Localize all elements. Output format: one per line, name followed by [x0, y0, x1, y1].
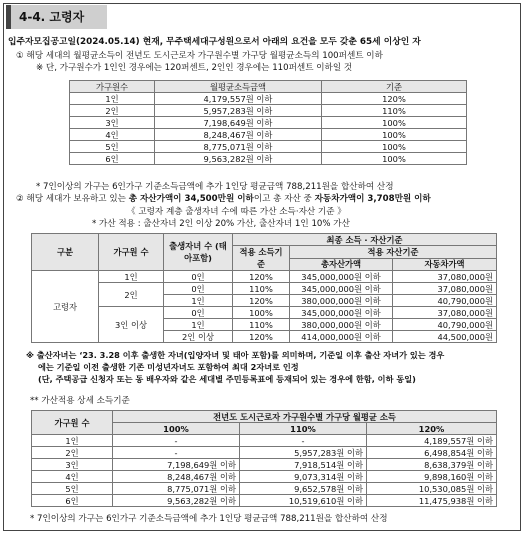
cell: 6,498,854원 이하 [367, 447, 497, 459]
cell: 40,790,000원 [393, 319, 497, 331]
cell: 11,475,938원 이하 [367, 495, 497, 507]
cell: 110% [233, 319, 290, 331]
income-table [69, 80, 467, 165]
table-row [32, 271, 497, 283]
table-row [32, 471, 497, 483]
cell: 100% [233, 307, 290, 319]
cell: 120% [233, 331, 290, 343]
req2-line1 [16, 194, 431, 205]
col-header-children: 출생자녀 수 (태아포함) [164, 234, 233, 271]
col-header-members: 가구원 수 [32, 411, 113, 435]
cell: 2인 이상 [164, 331, 233, 343]
asset-table [31, 233, 497, 343]
table-row [70, 93, 467, 105]
col-header-members: 가구원 수 [99, 234, 164, 271]
req1-note: * 7인이상의 가구는 6인가구 기준소득금액에 추가 1인당 평균금액 788,211원을 합산하여 산정 [36, 182, 394, 192]
col-header-criteria: 기준 [322, 81, 467, 93]
cell: - [113, 435, 240, 447]
cell: 345,000,000원 이하 [290, 271, 393, 283]
req1-line2: ※ 단, 가구원수가 1인인 경우에는 120퍼센트, 2인인 경우에는 110퍼센트 이하일 것 [36, 63, 353, 73]
cell: 44,500,000원 [393, 331, 497, 343]
table-row [70, 141, 467, 153]
cell: 345,000,000원 이하 [290, 307, 393, 319]
cell: 9,563,282원 이하 [113, 495, 240, 507]
cell: 4인 [70, 129, 155, 141]
cell: 100% [322, 117, 467, 129]
col-header-final: 최종 소득 · 자산기준 [233, 234, 497, 246]
group-cell: 고령자 [32, 271, 99, 343]
col-header-income: 적용 소득기준 [233, 246, 290, 271]
req2-line1-c: 이고 총 자산 중 [253, 194, 312, 204]
table-row [70, 153, 467, 165]
cell: 5인 [70, 141, 155, 153]
cell: 100% [322, 153, 467, 165]
cell: 4,179,557원 이하 [155, 93, 322, 105]
cell: 37,080,000원 [393, 271, 497, 283]
table-row [70, 117, 467, 129]
cell: 100% [322, 141, 467, 153]
detail-title: ** 가산적용 상세 소득기준 [30, 396, 130, 406]
req2-total-asset: 총 자산가액이 34,500만원 이하 [128, 194, 254, 204]
cell: 100% [322, 129, 467, 141]
cell: 120% [233, 295, 290, 307]
income-table-header [70, 81, 467, 93]
cell: 110% [233, 283, 290, 295]
cell: 0인 [164, 307, 233, 319]
col-header-main: 전년도 도시근로자 가구원수별 가구당 월평균 소득 [113, 411, 497, 423]
cell: 120% [233, 271, 290, 283]
cell: 1인 [99, 271, 164, 283]
section-title: 4-4. 고령자 [6, 5, 107, 29]
cell: 9,073,314원 이하 [240, 471, 367, 483]
cell: 10,519,610원 이하 [240, 495, 367, 507]
col-header-100: 100% [113, 423, 240, 435]
cell: 6인 [70, 153, 155, 165]
cell: 37,080,000원 [393, 307, 497, 319]
table-row [32, 459, 497, 471]
detail-note: * 7인이상의 가구는 6인가구 기준소득금액에 추가 1인당 평균금액 788,211원을 합산하여 산정 [30, 514, 388, 524]
cell: 8,248,467원 이하 [155, 129, 322, 141]
cell: 3인 [70, 117, 155, 129]
cell: 110% [322, 105, 467, 117]
cell: 380,000,000원 이하 [290, 295, 393, 307]
cell: - [240, 435, 367, 447]
req2-note2: 에는 기준일 이전 출생한 기존 미성년자녀도 포함하여 최대 2자녀로 인정 [38, 362, 299, 372]
col-header-car-asset: 자동차가액 [393, 258, 497, 271]
table-row [70, 105, 467, 117]
cell: 345,000,000원 이하 [290, 283, 393, 295]
cell: 0인 [164, 283, 233, 295]
cell: 37,080,000원 [393, 283, 497, 295]
col-header-110: 110% [240, 423, 367, 435]
req2-note3: (단, 주택공급 신청자 또는 동 배우자와 같은 세대별 주민등록표에 등재되어 있는 경우에 한함, 이하 동일) [38, 374, 416, 384]
req1-line1: ① 해당 세대의 월평균소득이 전년도 도시근로자 가구원수별 가구당 월평균소득의 100퍼센트 이하 [16, 51, 383, 61]
cell: 6인 [32, 495, 113, 507]
col-header-asset: 적용 자산기준 [290, 246, 497, 259]
cell: 9,898,160원 이하 [367, 471, 497, 483]
cell: 0인 [164, 271, 233, 283]
col-header-120: 120% [367, 423, 497, 435]
cell: 10,530,085원 이하 [367, 483, 497, 495]
cell: 3인 [32, 459, 113, 471]
cell: 7,198,649원 이하 [113, 459, 240, 471]
req2-line3: * 가산 적용 : 출산자녀 2인 이상 20% 가산, 출산자녀 1인 10% 가산 [92, 219, 350, 229]
cell: 3인 이상 [99, 307, 164, 343]
cell: 5인 [32, 483, 113, 495]
table-row [70, 129, 467, 141]
table-row [32, 495, 497, 507]
cell: 9,563,282원 이하 [155, 153, 322, 165]
cell: 120% [322, 93, 467, 105]
req2-note1: ※ 출산자녀는 ‘23. 3.28 이후 출생한 자녀(입양자녀 및 태아 포함)를 의미하며, 기준일 이후 출산 자녀가 있는 경우 [26, 350, 445, 360]
cell: 1인 [164, 319, 233, 331]
cell: 1인 [164, 295, 233, 307]
cell: 8,775,071원 이하 [155, 141, 322, 153]
cell: 8,248,467원 이하 [113, 471, 240, 483]
cell: 2인 [99, 283, 164, 307]
req2-car-asset: 자동차가액이 3,708만원 이하 [314, 194, 431, 204]
cell: 8,638,379원 이하 [367, 459, 497, 471]
cell: 380,000,000원 이하 [290, 319, 393, 331]
col-header-income: 월평균소득금액 [155, 81, 322, 93]
cell: 414,000,000원 이하 [290, 331, 393, 343]
cell: 7,918,514원 이하 [240, 459, 367, 471]
cell: 4,189,557원 이하 [367, 435, 497, 447]
intro-text: 입주자모집공고일(2024.05.14) 현재, 무주택세대구성원으로서 아래의 요건을 모두 갖춘 65세 이상인 자 [8, 37, 421, 47]
detail-income-table [31, 410, 497, 507]
cell: - [113, 447, 240, 459]
req2-line2: 《 고령자 계층 출생자녀 수에 따른 가산 소득·자산 기준 》 [127, 207, 346, 217]
cell: 2인 [70, 105, 155, 117]
table-row [32, 283, 497, 295]
table-row [32, 435, 497, 447]
col-header-members: 가구원수 [70, 81, 155, 93]
cell: 8,775,071원 이하 [113, 483, 240, 495]
cell: 1인 [32, 435, 113, 447]
cell: 5,957,283원 이하 [240, 447, 367, 459]
cell: 9,652,578원 이하 [240, 483, 367, 495]
table-row [32, 483, 497, 495]
cell: 2인 [32, 447, 113, 459]
table-row [32, 447, 497, 459]
cell: 40,790,000원 [393, 295, 497, 307]
col-header-type: 구분 [32, 234, 99, 271]
req2-line1-a: ② 해당 세대가 보유하고 있는 [16, 194, 126, 204]
cell: 1인 [70, 93, 155, 105]
col-header-total-asset: 총자산가액 [290, 258, 393, 271]
cell: 4인 [32, 471, 113, 483]
cell: 7,198,649원 이하 [155, 117, 322, 129]
table-row [32, 307, 497, 319]
cell: 5,957,283원 이하 [155, 105, 322, 117]
